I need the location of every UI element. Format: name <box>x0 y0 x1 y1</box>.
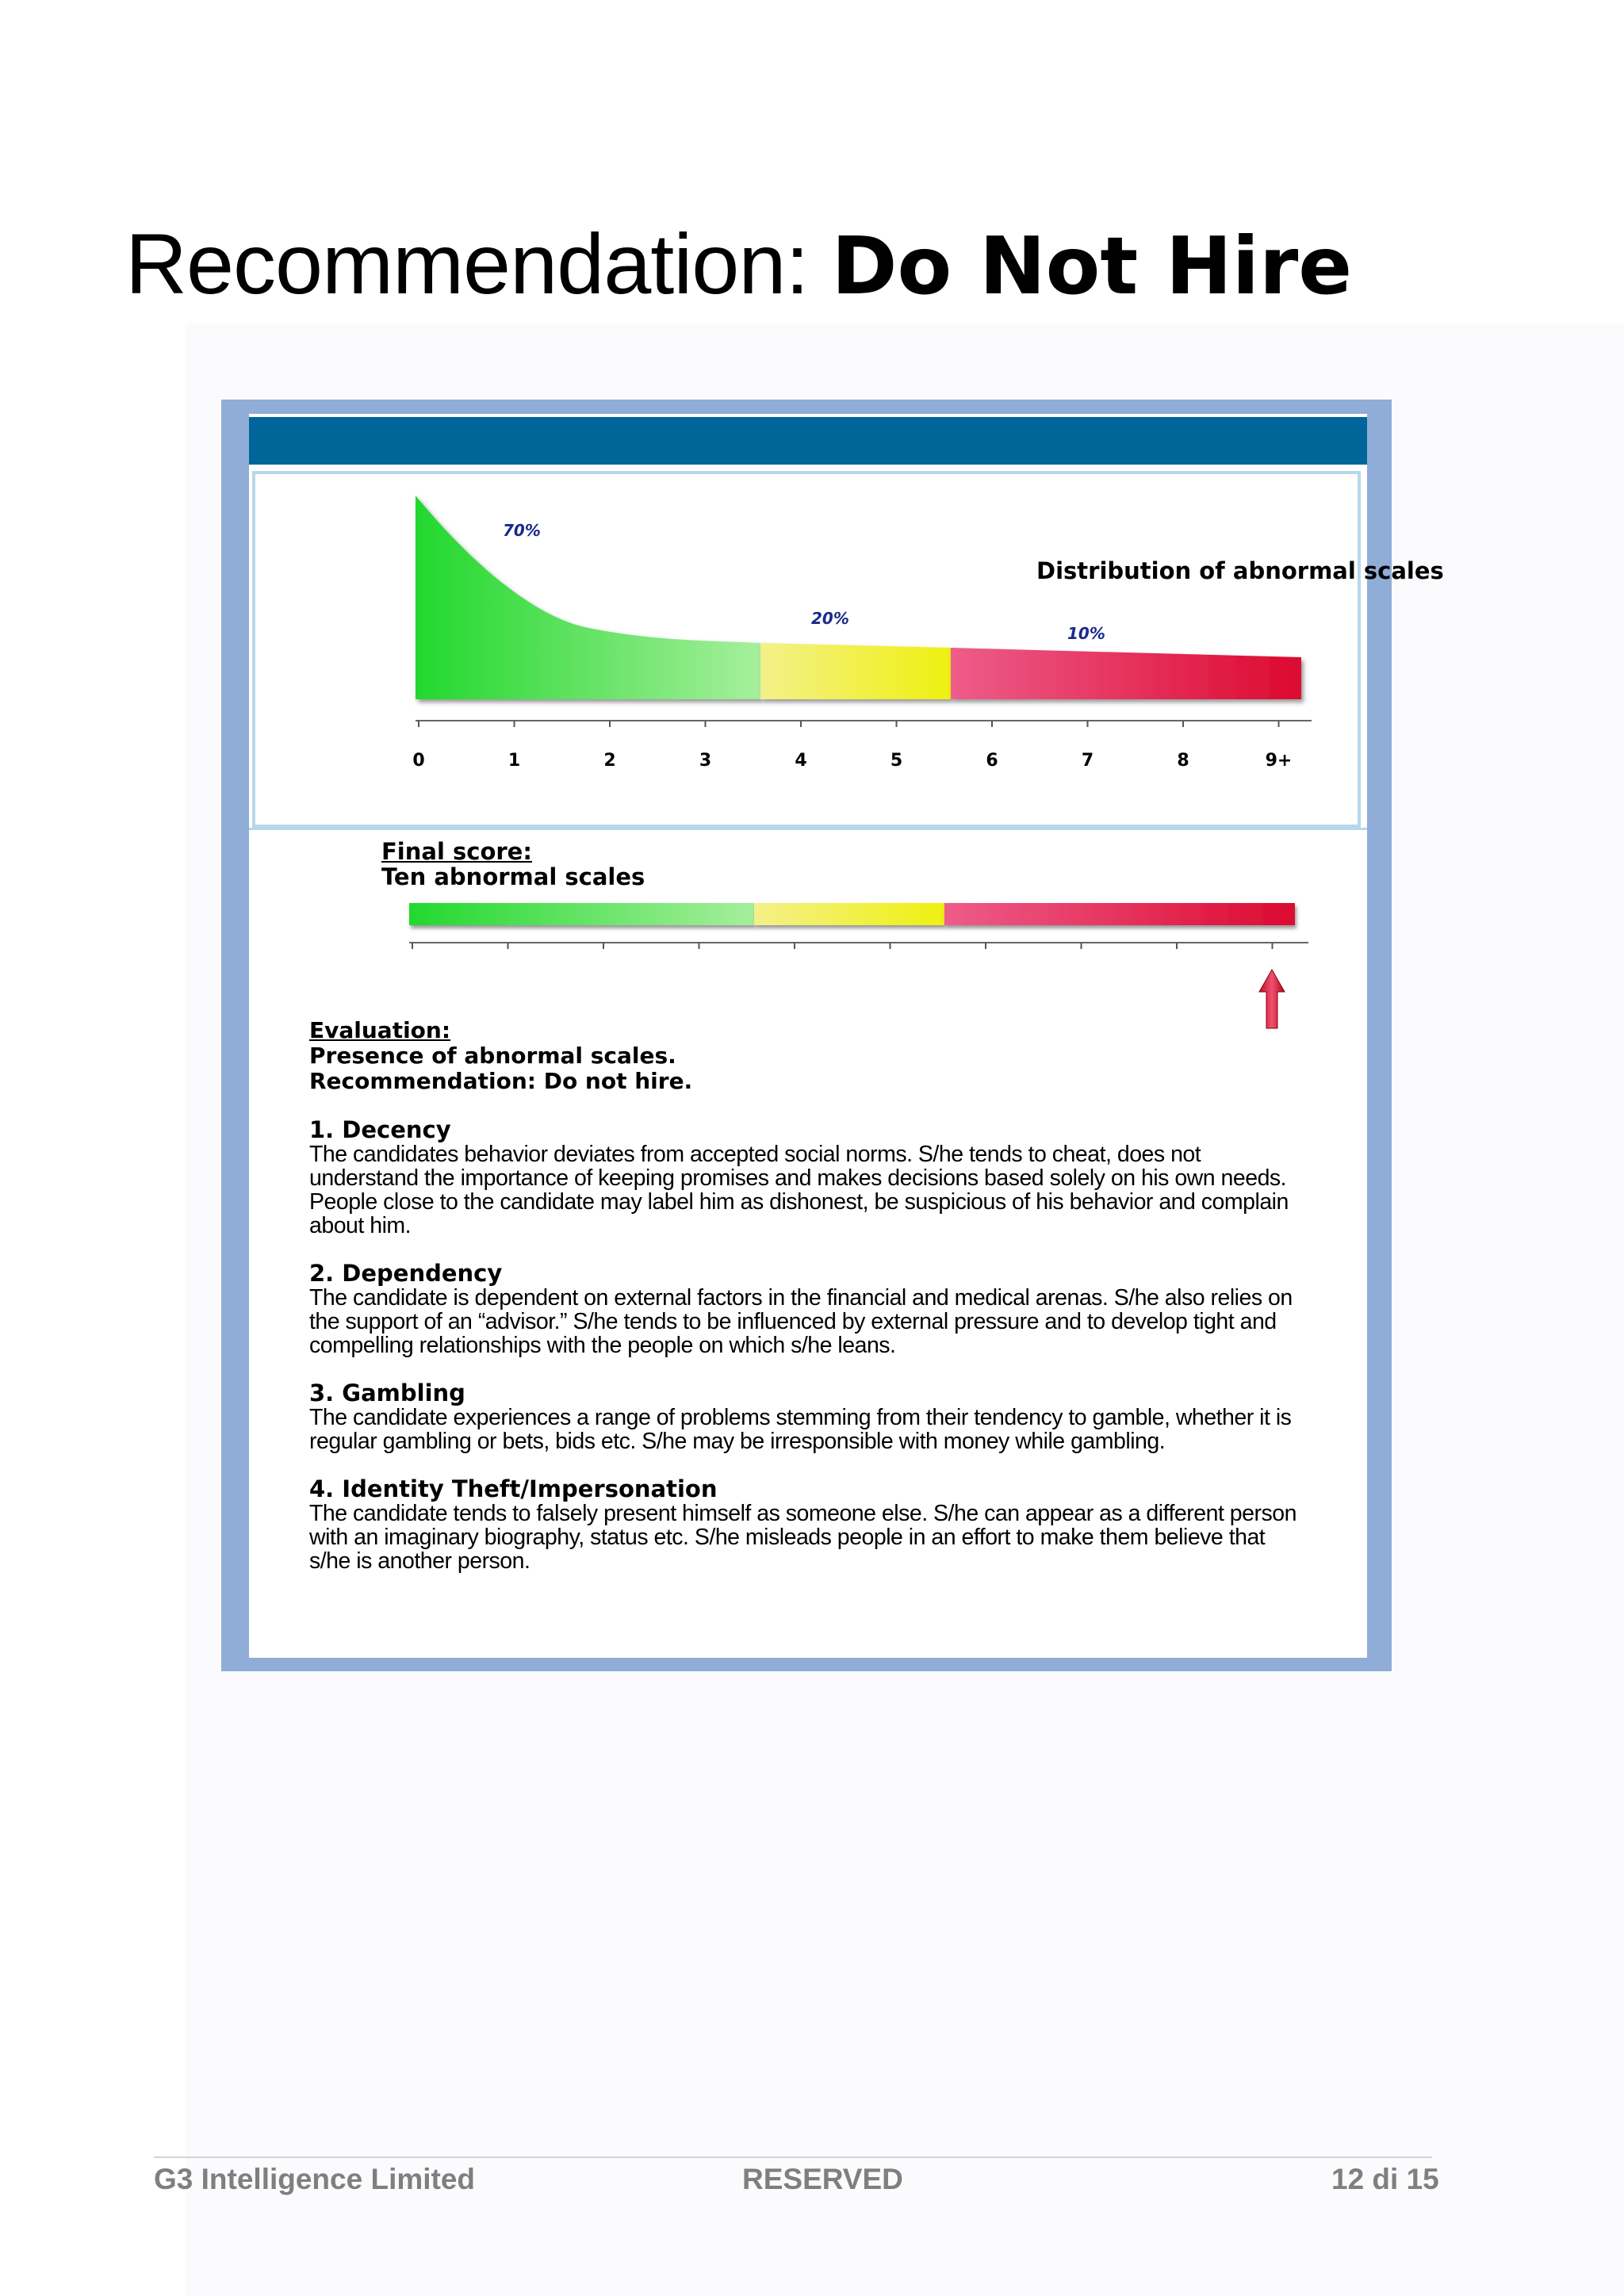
tick-label: 2 <box>603 751 616 771</box>
scale-item-body: The candidate tends to falsely present himself as someone else. S/he can appear as a different person with an imaginary biography, status etc. S/he misleads people in an effort to make them believe that s/he is another person. <box>309 1501 1297 1574</box>
title-emphasis: Do Not Hire <box>831 220 1353 312</box>
score-band-green <box>409 903 754 925</box>
page-title <box>125 212 1352 318</box>
scale-item-identity-theft <box>309 1477 1308 1573</box>
scale-item-heading: 4. Identity Theft/Impersonation <box>309 1475 718 1502</box>
score-band-yellow <box>754 903 944 925</box>
footer-page-number: 12 di 15 <box>1331 2163 1439 2195</box>
evaluation-text <box>309 1018 1308 1573</box>
score-band-red <box>944 903 1295 925</box>
tick-label: 4 <box>795 751 807 771</box>
score-scale <box>249 830 1367 973</box>
footer-classification: RESERVED <box>742 2163 903 2195</box>
scale-item-heading: 1. Decency <box>309 1116 451 1143</box>
evaluation-line-1: Presence of abnormal scales. <box>309 1043 676 1069</box>
footer-company: G3 Intelligence Limited <box>154 2163 476 2195</box>
tick-label: 8 <box>1177 751 1189 771</box>
tick-label: 7 <box>1081 751 1094 771</box>
final-score-value: Ten abnormal scales <box>381 863 645 890</box>
scale-item-body: The candidate experiences a range of problems stemming from their tendency to gamble, whether it is regular gambling or bets, bids etc. S/he may be irresponsible with money while gambling. <box>309 1405 1292 1454</box>
final-score-label: Final score: <box>381 838 532 865</box>
tick-label: 3 <box>699 751 712 771</box>
band-label-20: 20% <box>811 609 849 628</box>
axis-ticks <box>419 721 1279 727</box>
report-figure <box>221 400 1444 1671</box>
scale-item-gambling <box>309 1381 1308 1453</box>
scale-item-dependency <box>309 1261 1308 1357</box>
band-red <box>951 648 1301 699</box>
title-prefix: Recommendation: <box>125 216 809 312</box>
score-axis-ticks <box>412 943 1273 949</box>
tick-label: 6 <box>986 751 998 771</box>
footer-divider <box>154 2156 1432 2158</box>
chart-title: Distribution of abnormal scales <box>1036 557 1444 584</box>
band-yellow <box>760 643 951 699</box>
scale-item-body: The candidate is dependent on external factors in the financial and medical arenas. S/he also relies on the support of an “advisor.” S/he tends to be influenced by external pressure and to develop tight and compelling relationships with the people on which s/he leans. <box>309 1285 1293 1358</box>
tick-label: 9+ <box>1265 751 1293 771</box>
evaluation-line-2: Recommendation: Do not hire. <box>309 1068 693 1094</box>
distribution-panel <box>252 471 1444 828</box>
tick-label: 1 <box>508 751 521 771</box>
card-header-bar <box>249 417 1367 465</box>
band-label-10: 10% <box>1067 624 1105 643</box>
scale-item-heading: 2. Dependency <box>309 1260 503 1287</box>
tick-label: 0 <box>412 751 425 771</box>
scale-item-heading: 3. Gambling <box>309 1380 465 1406</box>
band-label-70: 70% <box>503 521 541 540</box>
final-score-panel <box>249 828 1367 1658</box>
distribution-chart <box>255 474 1358 825</box>
evaluation-label: Evaluation: <box>309 1017 451 1043</box>
tick-label: 5 <box>890 751 903 771</box>
band-green <box>416 496 760 699</box>
evaluation-summary <box>309 1018 1308 1094</box>
scale-item-decency <box>309 1118 1308 1238</box>
scale-item-body: The candidates behavior deviates from accepted social norms. S/he tends to cheat, does not understand the importance of keeping promises and makes decisions based solely on his own needs. People close to the candidate may label him as dishonest, be suspicious of his behavior and complain about him. <box>309 1142 1289 1238</box>
report-card <box>249 414 1444 1655</box>
